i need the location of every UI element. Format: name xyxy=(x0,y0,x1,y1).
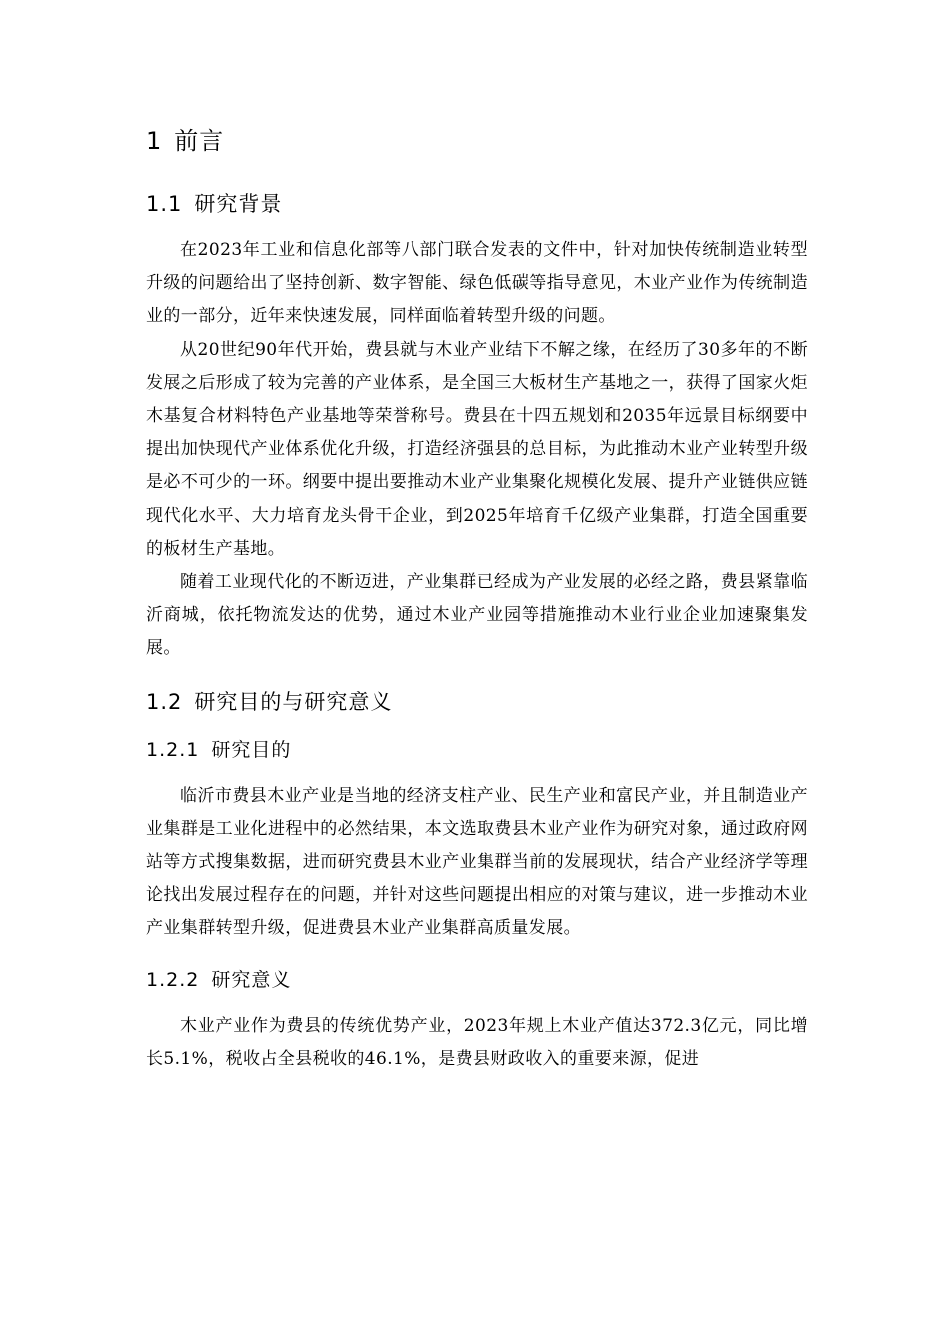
chapter-number: 1 xyxy=(146,127,163,155)
section-body-1-2-1 xyxy=(146,780,808,946)
section-body-1-2-2 xyxy=(146,1010,808,1076)
paragraph: 从20世纪90年代开始，费县就与木业产业结下不解之缘，在经历了30多年的不断发展之后形成了较为完善的产业体系，是全国三大板材生产基地之一，获得了国家火炬木基复合材料特色产业基地等荣誉称号。费县在十四五规划和2035年远景目标纲要中提出加快现代产业体系优化升级，打造经济强县的总目标，为此推动木业产业转型升级是必不可少的一环。纲要中提出要推动木业产业集聚化规模化发展、提升产业链供应链现代化水平、大力培育龙头骨干企业，到2025年培育千亿级产业集群，打造全国重要的板材生产基地。 xyxy=(146,339,808,559)
paragraph: 随着工业现代化的不断迈进，产业集群已经成为产业发展的必经之路，费县紧靠临沂商城，依托物流发达的优势，通过木业产业园等措施推动木业行业企业加速聚集发展。 xyxy=(146,572,808,659)
page-content xyxy=(146,118,808,1092)
section-body-1-1 xyxy=(146,234,808,666)
section-heading-1-2 xyxy=(146,682,808,722)
subsection-number: 1.2.1 xyxy=(146,738,200,761)
section-number: 1.2 xyxy=(146,689,183,714)
section-heading-1-1 xyxy=(146,184,808,224)
paragraph: 临沂市费县木业产业是当地的经济支柱产业、民生产业和富民产业，并且制造业产业集群是工业化进程中的必然结果，本文选取费县木业产业作为研究对象，通过政府网站等方式搜集数据，进而研究费县木业产业集群当前的发展现状，结合产业经济学等理论找出发展过程存在的问题，并针对这些问题提出相应的对策与建议，进一步推动木业产业集群转型升级，促进费县木业产业集群高质量发展。 xyxy=(146,785,808,939)
subsection-number: 1.2.2 xyxy=(146,968,200,991)
subsection-title: 研究意义 xyxy=(211,968,292,991)
subsection-heading-1-2-1 xyxy=(146,732,808,768)
subsection-title: 研究目的 xyxy=(211,738,292,761)
section-title: 研究目的与研究意义 xyxy=(194,689,393,714)
paragraph: 木业产业作为费县的传统优势产业，2023年规上木业产值达372.3亿元，同比增长5.1%，税收占全县税收的46.1%，是费县财政收入的重要来源，促进 xyxy=(146,1015,808,1069)
section-number: 1.1 xyxy=(146,192,183,216)
chapter-heading xyxy=(146,118,808,164)
section-title: 研究背景 xyxy=(194,192,283,216)
chapter-title: 前言 xyxy=(174,127,225,155)
paragraph: 在2023年工业和信息化部等八部门联合发表的文件中，针对加快传统制造业转型升级的问题给出了坚持创新、数字智能、绿色低碳等指导意见，木业产业作为传统制造业的一部分，近年来快速发展，同样面临着转型升级的问题。 xyxy=(146,240,808,327)
subsection-heading-1-2-2 xyxy=(146,962,808,998)
